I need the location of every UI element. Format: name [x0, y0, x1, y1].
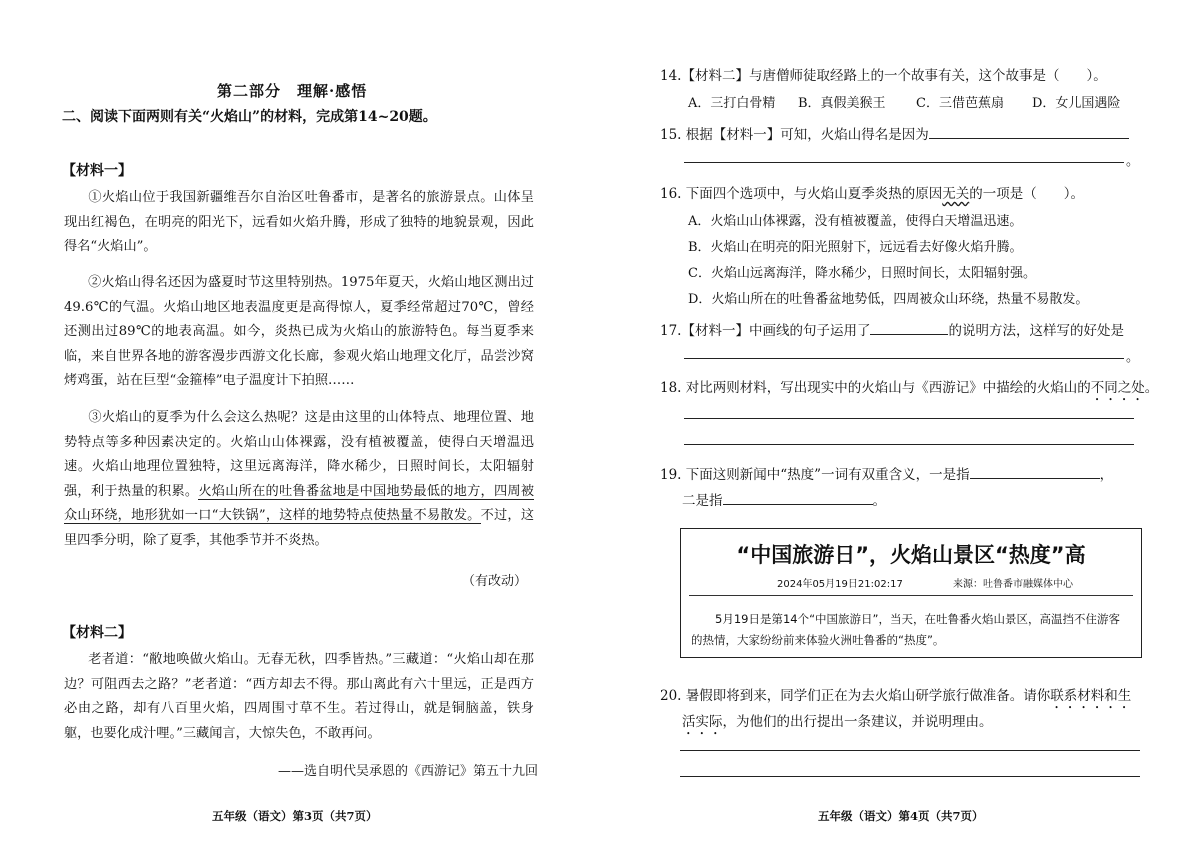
q16-option-b: B．火焰山在明亮的阳光照射下，远远看去好像火焰升腾。: [688, 240, 1023, 255]
question-16: 16. 下面四个选项中，与火焰山夏季炎热的原因无关的一项是（ ）。: [660, 186, 1085, 202]
news-body: 5月19日是第14个“中国旅游日”，当天，在吐鲁番火焰山景区，高温挡不住游客的热情，大家纷纷前来体验火洲吐鲁番的“热度”。: [691, 612, 1120, 647]
underlined-sentence: 火焰山所在的吐鲁番盆地是中国地势最低的地方，四周被众山环绕，地形犹如一口“大铁锅”，这样的地势特点使热量不易散发。: [64, 483, 535, 523]
emphasis-shiji: 活实际: [682, 714, 723, 730]
q19-blank-2[interactable]: [723, 490, 873, 505]
question-15: 15. 根据【材料一】可知，火焰山得名是因为: [660, 124, 1129, 145]
question-19-line2: 二是指 。: [682, 490, 886, 511]
question-18: 18. 对比两则材料，写出现实中的火焰山与《西游记》中描绘的火焰山的不同之处。: [660, 380, 1159, 396]
q19-blank-1[interactable]: [970, 464, 1100, 479]
page-footer-left: 五年级（语文）第3页（共7页）: [212, 809, 378, 823]
part-title: 第二部分 理解·感悟: [217, 82, 368, 100]
q18-answer-line-1[interactable]: [684, 418, 1134, 419]
q20-answer-line-2[interactable]: [680, 776, 1140, 777]
news-date: 2024年05月19日21:02:17: [777, 579, 903, 590]
material2-heading: 【材料二】: [62, 625, 132, 641]
q20-answer-line-1[interactable]: [680, 750, 1140, 751]
page-3: [42, 0, 572, 849]
q14-option-c: C．三借芭蕉扇: [916, 96, 1004, 111]
question-19: 19. 下面这则新闻中“热度”一词有双重含义，一是指 ，: [660, 464, 1113, 485]
q14-option-d: D．女儿国遇险: [1032, 96, 1121, 111]
q17-answer-line[interactable]: [684, 358, 1124, 359]
emphasis-wuguan: 无关: [942, 186, 970, 202]
page-4: [650, 0, 1159, 849]
material1-heading: 【材料一】: [62, 163, 132, 179]
news-box: [680, 528, 1142, 658]
q15-answer-line[interactable]: [684, 162, 1124, 163]
news-title: “中国旅游日”，火焰山景区“热度”高: [736, 543, 1086, 567]
adaptation-note: （有改动）: [462, 574, 528, 589]
emphasis-lianxi: 联系材料和生: [1050, 688, 1132, 704]
question-20: 20. 暑假即将到来，同学们正在为去火焰山研学旅行做准备。请你联系材料和生: [660, 688, 1132, 704]
q17-period: 。: [1126, 350, 1140, 365]
question-14: 14.【材料二】与唐僧师徒取经路上的一个故事有关，这个故事是（ ）。: [660, 68, 1107, 84]
material2-paragraph: 老者道：“敝地唤做火焰山。无春无秋，四季皆热。”三藏道：“火焰山却在那边？可阻西去之路？”老者道：“西方却去不得。那山离此有六十里远，正是西方必由之路，却有八百里火焰，四周围寸草不生。若过得山，就是铜脑盖，铁身躯，也要化成汁哩。”三藏闻言，大惊失色，不敢再问。: [64, 652, 534, 741]
material1-paragraph-2: ②火焰山得名还因为盛夏时节这里特别热。1975年夏天，火焰山地区测出过49.6℃的气温。火焰山地区地表温度更是高得惊人，夏季经常超过70℃，曾经还测出过89℃的地表高温。如今，炎热已成为火焰山的旅游特色。每当夏季来临，来自世界各地的游客漫步西游文化长廊，参观火焰山地理文化厅，品尝沙窝烤鸡蛋，站在巨型“金箍棒”电子温度计下拍照……: [64, 275, 534, 388]
q16-option-d: D．火焰山所在的吐鲁番盆地势低，四周被众山环绕，热量不易散发。: [688, 292, 1089, 307]
q15-answer-blank[interactable]: [929, 124, 1129, 139]
section-title: 二、阅读下面两则有关“火焰山”的材料，完成第14~20题。: [62, 109, 437, 125]
q18-answer-line-2[interactable]: [684, 444, 1134, 445]
q15-period: 。: [1126, 154, 1140, 169]
q14-option-b: B．真假美猴王: [798, 96, 886, 111]
material1-paragraph-3: ③火焰山的夏季为什么会这么热呢？这是由这里的山体特点、地理位置、地势特点等多种因素决定的。火焰山山体裸露，没有植被覆盖，使得白天增温迅速。火焰山地理位置独特，这里远离海洋，降水稀少，日照时间长，太阳辐射强，利于热量的积累。火焰山所在的吐鲁番盆地是中国地势最低的地方，四周被众山环绕，地形犹如一口“大铁锅”，这样的地势特点使热量不易散发。不过，这里四季分明，除了夏季，其他季节并不炎热。: [64, 410, 535, 548]
page-footer-right: 五年级（语文）第4页（共7页）: [818, 809, 984, 823]
news-divider: [689, 595, 1133, 596]
q17-method-blank[interactable]: [870, 320, 948, 335]
question-17: 17.【材料一】中画线的句子运用了 的说明方法，这样写的好处是: [660, 320, 1124, 341]
emphasis-butong: 不同之处: [1090, 380, 1145, 396]
q16-option-c: C．火焰山远离海洋，降水稀少，日照时间长，太阳辐射强。: [688, 266, 1036, 281]
material2-source: ——选自明代吴承恩的《西游记》第五十九回: [278, 764, 539, 779]
question-20-line2: 活实际，为他们的出行提出一条建议，并说明理由。: [682, 714, 993, 730]
news-source: 来源：吐鲁番市融媒体中心: [953, 579, 1073, 590]
material1-paragraph-1: ①火焰山位于我国新疆维吾尔自治区吐鲁番市，是著名的旅游景点。山体呈现出红褐色，在明亮的阳光下，远看如火焰升腾，形成了独特的地貌景观，因此得名“火焰山”。: [64, 190, 534, 254]
q14-option-a: A．三打白骨精: [688, 96, 776, 111]
q16-option-a: A．火焰山山体裸露，没有植被覆盖，使得白天增温迅速。: [688, 214, 1023, 229]
